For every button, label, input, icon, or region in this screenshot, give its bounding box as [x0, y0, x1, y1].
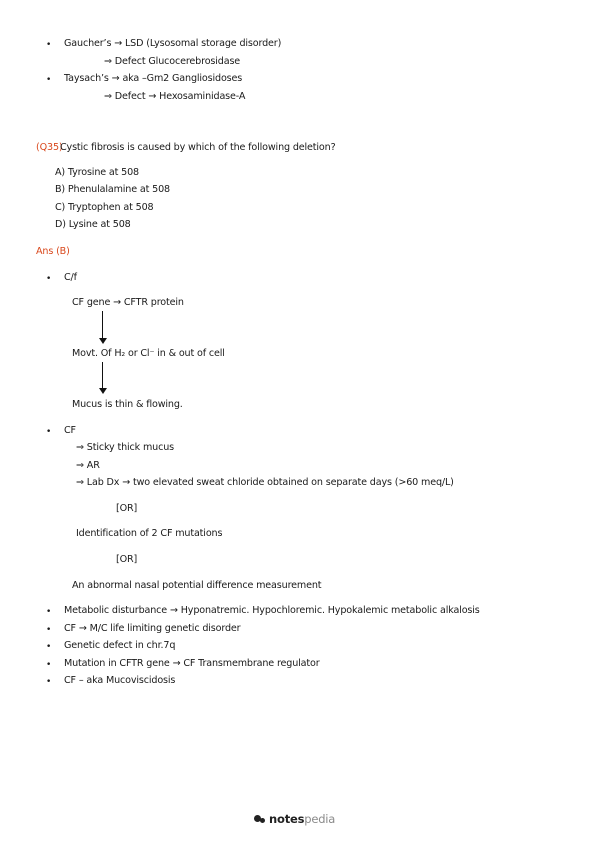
cf-point-ar: ⇒ AR — [76, 460, 100, 471]
bullet: • — [46, 607, 52, 617]
brand-name: notespedia — [269, 812, 336, 826]
cf-heading: CF — [64, 425, 76, 436]
question-number: (Q35) — [36, 142, 63, 153]
bullet: • — [46, 427, 52, 437]
gaucher-defect-line: ⇒ Defect Glucocerebrosidase — [104, 56, 241, 67]
notespedia-logo-icon — [254, 813, 266, 825]
bullet: • — [46, 625, 52, 635]
bullet: • — [46, 642, 52, 652]
taysachs-line: Taysach’s → aka –Gm2 Gangliosidoses — [64, 73, 243, 84]
gaucher-line: Gaucher’s → LSD (Lysosomal storage disorder) — [64, 38, 282, 49]
bullet: • — [46, 40, 52, 50]
footer-logo — [254, 812, 335, 826]
option-a: A) Tyrosine at 508 — [55, 167, 139, 178]
flow-step-3: Mucus is thin & flowing. — [72, 399, 183, 410]
taysachs-defect-line: ⇒ Defect → Hexosaminidase-A — [104, 91, 246, 102]
cf-mutations: Identification of 2 CF mutations — [76, 528, 223, 539]
flow-heading: C/f — [64, 272, 77, 283]
cf-point-mucus: ⇒ Sticky thick mucus — [76, 442, 174, 453]
cf-nasal: An abnormal nasal potential difference measurement — [72, 580, 322, 591]
bullet-life-limiting: CF → M/C life limiting genetic disorder — [64, 623, 241, 634]
cf-point-labdx: ⇒ Lab Dx → two elevated sweat chloride obtained on separate days (>60 meq/L) — [76, 477, 454, 488]
question-text: Cystic fibrosis is caused by which of the following deletion? — [60, 142, 336, 153]
bullet: • — [46, 75, 52, 85]
bullet: • — [46, 660, 52, 670]
option-b: B) Phenulalamine at 508 — [55, 184, 170, 195]
flow-step-1: CF gene → CFTR protein — [72, 297, 184, 308]
bullet-metabolic: Metabolic disturbance → Hyponatremic. Hypochloremic. Hypokalemic metabolic alkalosis — [64, 605, 480, 616]
bullet-aka: CF – aka Mucoviscidosis — [64, 675, 176, 686]
flow-step-2: Movt. Of H₂ or Cl⁻ in & out of cell — [72, 348, 225, 359]
answer: Ans (B) — [36, 246, 70, 257]
or-label: [OR] — [116, 503, 138, 514]
option-d: D) Lysine at 508 — [55, 219, 131, 230]
option-c: C) Tryptophen at 508 — [55, 202, 154, 213]
bullet-mutation: Mutation in CFTR gene → CF Transmembrane regulator — [64, 658, 320, 669]
bullet: • — [46, 677, 52, 687]
bullet: • — [46, 274, 52, 284]
bullet-genetic-defect: Genetic defect in chr.7q — [64, 640, 176, 651]
or-label: [OR] — [116, 554, 138, 565]
